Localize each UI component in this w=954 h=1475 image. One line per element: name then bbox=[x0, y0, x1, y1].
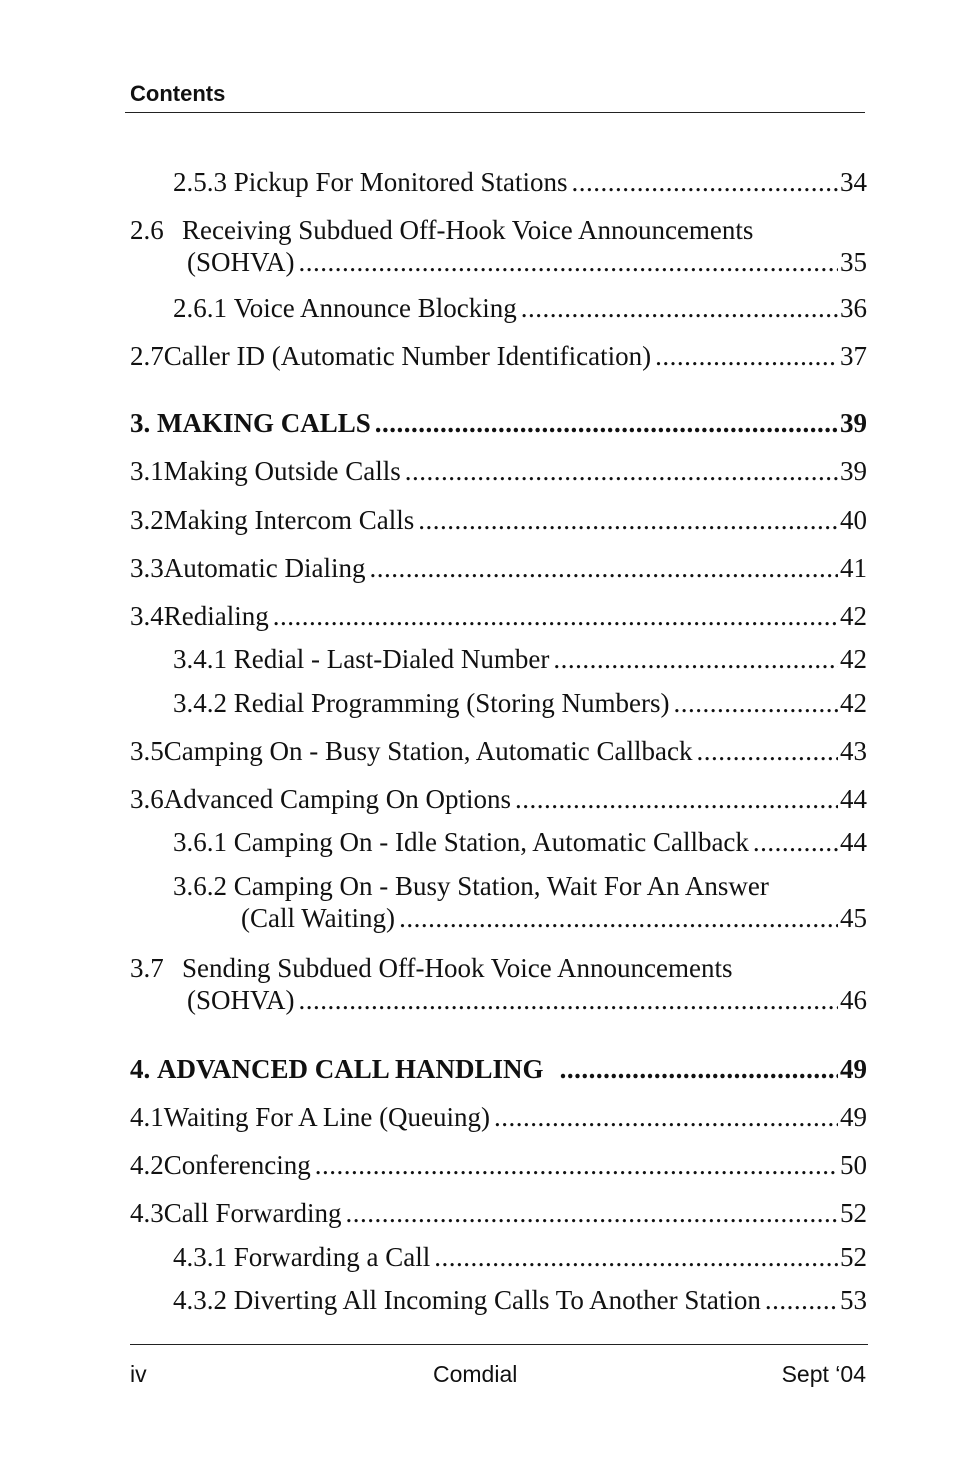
toc-entry-number: 3.7 bbox=[130, 953, 164, 983]
toc-entry-number: 2.5.3 bbox=[173, 167, 227, 197]
toc-entry[interactable] bbox=[130, 214, 867, 278]
dot-leader bbox=[572, 166, 838, 198]
toc-entry-number: 3.1 bbox=[130, 456, 164, 486]
toc-entry-page: 49 bbox=[840, 1054, 867, 1084]
toc-entry-title: Making Intercom Calls bbox=[163, 505, 415, 535]
toc-chapter-entry[interactable] bbox=[130, 407, 867, 439]
toc-entry-number: 2.7 bbox=[130, 341, 164, 371]
toc-entry[interactable] bbox=[130, 783, 867, 815]
toc-entry-number: 4.1 bbox=[130, 1102, 164, 1132]
toc-entry-title: Call Forwarding bbox=[163, 1198, 342, 1228]
toc-entry-page: 42 bbox=[840, 644, 867, 674]
toc-chapter-entry[interactable] bbox=[130, 1053, 867, 1085]
toc-entry-title: Pickup For Monitored Stations bbox=[233, 167, 568, 197]
toc-entry-continuation: (SOHVA) bbox=[187, 985, 295, 1015]
footer-page-number: iv bbox=[130, 1361, 147, 1387]
footer-divider bbox=[130, 1344, 868, 1345]
toc-entry-page: 41 bbox=[840, 553, 867, 583]
dot-leader bbox=[765, 1284, 838, 1316]
toc-entry-title: Waiting For A Line (Queuing) bbox=[163, 1102, 491, 1132]
dot-leader bbox=[375, 407, 838, 439]
toc-entry-page: 49 bbox=[840, 1102, 867, 1132]
toc-entry[interactable] bbox=[130, 340, 867, 372]
toc-entry-title: MAKING CALLS bbox=[157, 408, 371, 438]
toc-entry[interactable] bbox=[130, 600, 867, 632]
running-header: Contents bbox=[130, 81, 226, 106]
toc-entry-number: 3.6 bbox=[130, 784, 164, 814]
toc-entry-title: Camping On - Idle Station, Automatic Callback bbox=[233, 827, 749, 857]
toc-entry-title: Redial - Last-Dialed Number bbox=[233, 644, 550, 674]
toc-entry[interactable] bbox=[173, 643, 867, 675]
toc-entry-title: Redial Programming (Storing Numbers) bbox=[233, 688, 670, 718]
toc-entry-number: 3.6.1 bbox=[173, 827, 227, 857]
toc-entry-number: 3.6.2 bbox=[173, 871, 227, 901]
toc-entry[interactable] bbox=[130, 504, 867, 536]
dot-leader bbox=[399, 902, 838, 934]
dot-leader bbox=[434, 1241, 838, 1273]
toc-entry[interactable] bbox=[173, 1241, 867, 1273]
footer-company: Comdial bbox=[433, 1361, 518, 1387]
toc-entry[interactable] bbox=[130, 455, 867, 487]
toc-entry-title: Voice Announce Blocking bbox=[233, 293, 517, 323]
toc-entry-number: 4.3.1 bbox=[173, 1242, 227, 1272]
toc-entry[interactable] bbox=[173, 166, 867, 198]
dot-leader bbox=[553, 643, 838, 675]
toc-entry-title: Camping On - Busy Station, Automatic Callback bbox=[163, 736, 693, 766]
toc-entry-number: 3.3 bbox=[130, 553, 164, 583]
toc-entry[interactable] bbox=[173, 1284, 867, 1316]
toc-entry-number: 3. bbox=[130, 408, 151, 438]
dot-leader bbox=[299, 984, 838, 1016]
toc-entry-title: Redialing bbox=[163, 601, 269, 631]
toc-entry-number: 3.4.2 bbox=[173, 688, 227, 718]
toc-entry[interactable] bbox=[173, 826, 867, 858]
toc-entry[interactable] bbox=[173, 870, 867, 934]
toc-entry[interactable] bbox=[130, 1149, 867, 1181]
footer-date: Sept ‘04 bbox=[781, 1361, 866, 1387]
toc-entry[interactable] bbox=[130, 735, 867, 767]
toc-entry-title: Camping On - Busy Station, Wait For An Answer bbox=[233, 871, 769, 901]
toc-entry-page: 46 bbox=[840, 985, 867, 1015]
dot-leader bbox=[345, 1197, 838, 1229]
toc-entry-title: ADVANCED CALL HANDLING bbox=[157, 1054, 544, 1084]
dot-leader bbox=[521, 292, 838, 324]
dot-leader bbox=[405, 455, 838, 487]
toc-entry-continuation: (SOHVA) bbox=[187, 247, 295, 277]
toc-entry-title: Automatic Dialing bbox=[163, 553, 366, 583]
toc-entry-number: 4.3 bbox=[130, 1198, 164, 1228]
toc-entry-number: 3.2 bbox=[130, 505, 164, 535]
dot-leader bbox=[515, 783, 838, 815]
toc-entry-number: 2.6 bbox=[130, 215, 164, 245]
toc-entry-title: Caller ID (Automatic Number Identification) bbox=[163, 341, 652, 371]
toc-entry[interactable] bbox=[173, 292, 867, 324]
toc-entry-number: 3.4.1 bbox=[173, 644, 227, 674]
dot-leader bbox=[299, 246, 838, 278]
toc-entry[interactable] bbox=[130, 1197, 867, 1229]
toc-entry-number: 2.6.1 bbox=[173, 293, 227, 323]
toc-entry-title: Forwarding a Call bbox=[233, 1242, 431, 1272]
toc-entry[interactable] bbox=[130, 952, 867, 1016]
toc-entry-title: Receiving Subdued Off-Hook Voice Announcements bbox=[182, 215, 754, 245]
dot-leader bbox=[753, 826, 838, 858]
dot-leader bbox=[369, 552, 838, 584]
toc-entry-title: Diverting All Incoming Calls To Another Station bbox=[233, 1285, 761, 1315]
toc-entry-title: Sending Subdued Off-Hook Voice Announcements bbox=[182, 953, 733, 983]
toc-entry-page: 37 bbox=[840, 341, 867, 371]
toc-entry-number: 3.4 bbox=[130, 601, 164, 631]
toc-entry[interactable] bbox=[173, 687, 867, 719]
dot-leader bbox=[696, 735, 838, 767]
dot-leader bbox=[494, 1101, 838, 1133]
toc-entry[interactable] bbox=[130, 1101, 867, 1133]
toc-entry-page: 52 bbox=[840, 1242, 867, 1272]
dot-leader bbox=[273, 600, 838, 632]
toc-entry-page: 42 bbox=[840, 688, 867, 718]
toc-entry-page: 52 bbox=[840, 1198, 867, 1228]
toc-entry-page: 35 bbox=[840, 247, 867, 277]
dot-leader bbox=[673, 687, 838, 719]
toc-entry-page: 44 bbox=[840, 827, 867, 857]
dot-leader bbox=[418, 504, 838, 536]
toc-entry-page: 39 bbox=[840, 408, 867, 438]
toc-entry-page: 36 bbox=[840, 293, 867, 323]
toc-entry-page: 50 bbox=[840, 1150, 867, 1180]
toc-entry-number: 4. bbox=[130, 1054, 151, 1084]
toc-entry-title: Advanced Camping On Options bbox=[163, 784, 511, 814]
toc-entry-number: 3.5 bbox=[130, 736, 164, 766]
toc-entry-page: 42 bbox=[840, 601, 867, 631]
toc-entry-page: 34 bbox=[840, 167, 867, 197]
toc-entry-page: 44 bbox=[840, 784, 867, 814]
toc-entry-page: 39 bbox=[840, 456, 867, 486]
toc-entry-number: 4.2 bbox=[130, 1150, 164, 1180]
dot-leader bbox=[560, 1053, 838, 1085]
toc-entry-page: 45 bbox=[840, 903, 867, 933]
dot-leader bbox=[655, 340, 838, 372]
dot-leader bbox=[315, 1149, 838, 1181]
toc-entry-continuation: (Call Waiting) bbox=[241, 903, 396, 933]
toc-entry-number: 4.3.2 bbox=[173, 1285, 227, 1315]
toc-entry[interactable] bbox=[130, 552, 867, 584]
toc-entry-title: Conferencing bbox=[163, 1150, 311, 1180]
toc-entry-title: Making Outside Calls bbox=[163, 456, 401, 486]
toc-entry-page: 53 bbox=[840, 1285, 867, 1315]
toc-entry-page: 43 bbox=[840, 736, 867, 766]
toc-entry-page: 40 bbox=[840, 505, 867, 535]
